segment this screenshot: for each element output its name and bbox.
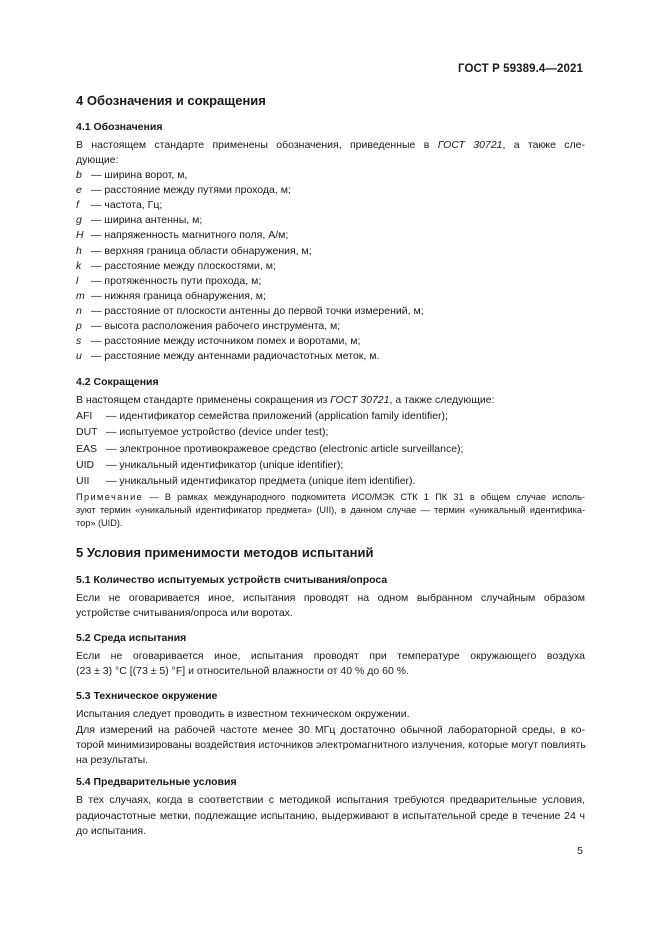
abbreviation-description: — идентификатор семейства приложений (application family identifier); xyxy=(106,410,448,422)
symbol-e: e xyxy=(76,184,82,197)
symbol-description: — напряженность магнитного поля, А/м; xyxy=(91,229,289,242)
symbol-h: h xyxy=(76,244,82,257)
symbol-description: — расстояние между антеннами радиочастотных меток, м. xyxy=(91,350,380,363)
abbreviation-dut: DUT xyxy=(76,426,98,439)
abbreviation-description: — уникальный идентификатор предмета (unique item identifier). xyxy=(106,475,416,488)
gost-reference-2: ГОСТ 30721 xyxy=(330,394,390,406)
s54-line-1: В тех случаях, когда в соответствии с методикой испытания требуются предварительные условия, xyxy=(76,794,585,806)
abbreviation-uii: UII xyxy=(76,475,90,488)
symbol-description: — верхняя граница области обнаружения, м; xyxy=(91,244,312,257)
symbol-description: — ширина антенны, м; xyxy=(91,214,203,227)
s52-line-1: Если не оговаривается иное, испытания проводят при температуре окружающего воздуха xyxy=(76,650,585,662)
subsection-5-1-title: 5.1 Количество испытуемых устройств считывания/опроса xyxy=(76,574,388,586)
subsection-4-1-title: 4.1 Обозначения xyxy=(76,121,163,133)
abbreviation-afi: AFI xyxy=(76,410,93,422)
abbreviation-uid: UID xyxy=(76,458,95,471)
abbreviation-eas: EAS xyxy=(76,442,98,455)
symbol-description: — протяженность пути прохода, м; xyxy=(91,274,262,287)
symbol-u: u xyxy=(76,350,82,363)
symbol-description: — ширина ворот, м, xyxy=(91,169,188,181)
note-line-2: зуют термин «уникальный идентификатор предмета» (UII), в данном случае — термин «уникальный идентифика- xyxy=(76,505,585,515)
s52-line-2: (23 ± 3) °С [(73 ± 5) °F] и относительной влажности от 40 % до 60 %. xyxy=(76,665,409,677)
s51-line-2: устройстве считывания/опроса или воротах. xyxy=(76,607,293,619)
symbol-description: — высота расположения рабочего инструмента, м; xyxy=(91,320,341,332)
symbol-description: — частота, Гц; xyxy=(91,199,163,212)
section-5-title: 5 Условия применимости методов испытаний xyxy=(76,545,374,560)
s53-line-4: на результаты. xyxy=(76,754,149,766)
abbreviation-description: — уникальный идентификатор (unique identifier); xyxy=(106,458,344,471)
symbol-description: — расстояние от плоскости антенны до первой точки измерений, м; xyxy=(91,304,424,317)
s53-line-1: Испытания следует проводить в известном техническом окружении. xyxy=(76,708,410,720)
intro-line-2: дующие: xyxy=(76,154,119,166)
symbol-H: H xyxy=(76,229,84,242)
s53-line-3: торой минимизированы воздействия источников электромагнитного излучения, которые могут повлиять xyxy=(76,739,586,751)
abbreviation-description: — электронное противокражевое средство (electronic article surveillance); xyxy=(106,442,464,455)
symbol-description: — расстояние между путями прохода, м; xyxy=(91,184,291,197)
subsection-5-4-title: 5.4 Предварительные условия xyxy=(76,776,237,788)
subsection-5-2-title: 5.2 Среда испытания xyxy=(76,632,187,644)
s53-line-2: Для измерений на рабочей частоте менее 30 МГц достаточно обычной лабораторной среды, в ко- xyxy=(76,724,585,736)
symbol-s: s xyxy=(76,335,82,348)
subsection-4-2-title: 4.2 Сокращения xyxy=(76,376,159,388)
s54-line-2: радиочастотные метки, подлежащие испытанию, выдерживают в испытательной среде в течение 24 ч xyxy=(76,810,585,822)
subsection-5-3-title: 5.3 Техническое окружение xyxy=(76,690,218,702)
section-4-title: 4 Обозначения и сокращения xyxy=(76,93,266,108)
symbol-l: l xyxy=(76,274,79,287)
abbr-intro: В настоящем стандарте применены сокращения из ГОСТ 30721, а также следующие: xyxy=(76,394,495,406)
symbol-m: m xyxy=(76,289,85,302)
note-label: Примечание xyxy=(76,492,144,502)
intro-line-1: В настоящем стандарте применены обозначения, приведенные в ГОСТ 30721, а также сле- xyxy=(76,139,585,151)
note-line-3: тор» (UID). xyxy=(76,518,123,528)
symbol-g: g xyxy=(76,214,82,227)
s54-line-3: до испытания. xyxy=(76,825,147,837)
symbol-description: — расстояние между плоскостями, м; xyxy=(91,259,276,272)
symbol-b: b xyxy=(76,169,82,181)
page-number: 5 xyxy=(577,845,583,857)
symbol-description: — нижняя граница обнаружения, м; xyxy=(91,289,266,302)
gost-reference: ГОСТ 30721 xyxy=(437,139,503,151)
document-id: ГОСТ Р 59389.4—2021 xyxy=(458,63,583,75)
symbol-f: f xyxy=(76,199,79,212)
symbol-n: n xyxy=(76,304,82,317)
abbreviation-description: — испытуемое устройство (device under test); xyxy=(106,426,329,439)
s51-line-1: Если не оговаривается иное, испытания проводят на одном выбранном случайным образом xyxy=(76,592,585,604)
symbol-k: k xyxy=(76,259,82,272)
symbol-description: — расстояние между источником помех и воротами, м; xyxy=(91,335,361,348)
note-line-1: Примечание — В рамках международного подкомитета ИСО/МЭК СТК 1 ПК 31 в общем случае исполь- xyxy=(76,492,585,502)
symbol-p: p xyxy=(76,320,82,332)
